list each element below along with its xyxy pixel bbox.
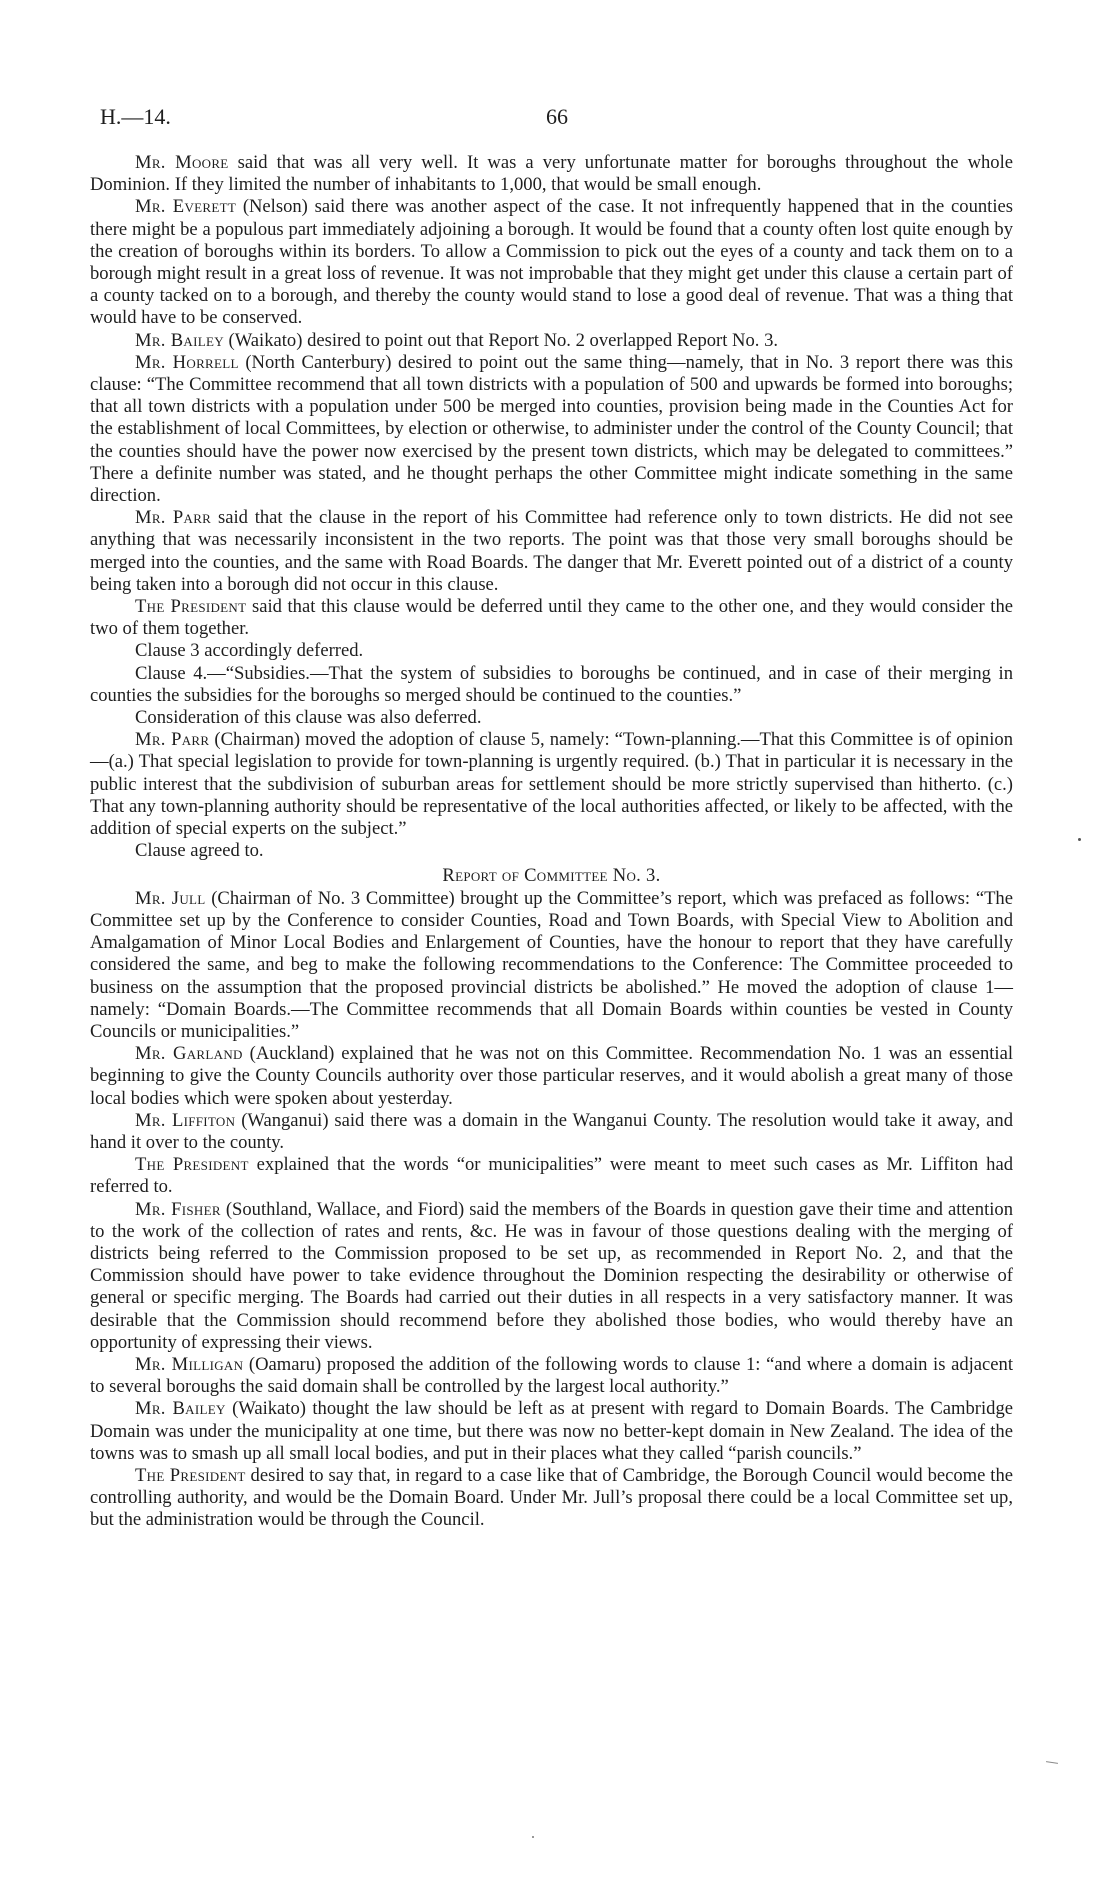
paragraph-text: (Auckland) explained that he was not on this Committee. Recommendation No. 1 was an essential beginning to give the County Councils authority over those particular reserves, and it would abolish a great many of those local bodies which were spoken about yesterday.	[90, 1043, 1013, 1109]
paragraph-text: (Oamaru) proposed the addition of the following words to clause 1: “and where a domain is adjacent to several boroughs the said domain shall be controlled by the largest local authority.”	[90, 1353, 1014, 1398]
paragraph	[90, 1354, 1013, 1398]
paragraph	[90, 196, 1013, 329]
speaker-name: Mr. Liffiton	[135, 1109, 236, 1131]
paragraph	[90, 1199, 1013, 1354]
paragraph-text: (Waikato) desired to point out that Report No. 2 overlapped Report No. 3.	[223, 329, 779, 351]
paragraph-text: said that was all very well. It was a very unfortunate matter for boroughs throughout the whole Dominion. If they limited the number of inhabitants to 1,000, that would be small enough.	[90, 152, 1014, 196]
paragraph	[90, 330, 1013, 352]
speaker-name: Mr. Fisher	[135, 1198, 221, 1220]
speaker-name: The President	[135, 1154, 249, 1176]
paragraph-text: Consideration of this clause was also deferred.	[135, 707, 482, 729]
document-body	[90, 152, 1013, 1532]
paragraph	[90, 596, 1013, 640]
paragraph	[90, 507, 1013, 596]
scan-dot	[532, 1836, 534, 1838]
speaker-name: Mr. Moore	[135, 152, 229, 173]
speaker-name: Mr. Bailey	[135, 329, 224, 351]
paragraph-text: Clause agreed to.	[135, 840, 264, 862]
paragraph	[90, 1465, 1013, 1532]
paragraph	[90, 888, 1013, 1043]
paragraph-text: (Chairman) moved the adoption of clause 5, namely: “Town-planning.—That this Committee is of opinion—(a.) That special legislation to provide for town-planning is urgently required. (b.) That in particular it is necessary in the public interest that the subdivision of suburban areas for settlement should be more strictly supervised than hitherto. (c.) That any town-planning authority should be representative of the local authorities affected, or likely to be affected, with the addition of special experts on the subject.”	[90, 729, 1013, 840]
paragraph	[90, 1043, 1013, 1110]
paragraph	[90, 1110, 1013, 1154]
paragraph	[90, 152, 1013, 196]
section-heading: Report of Committee No. 3.	[442, 864, 661, 886]
speaker-name: The President	[135, 596, 247, 618]
speaker-name: Mr. Garland	[135, 1043, 243, 1065]
page-header	[100, 104, 1014, 136]
scan-mark	[1046, 1761, 1058, 1764]
paragraph	[90, 707, 1013, 729]
document-reference: H.—14.	[100, 104, 171, 129]
paragraph-text: Clause 3 accordingly deferred.	[135, 640, 364, 662]
paragraph-text: Clause 4.—“Subsidies.—That the system of subsidies to boroughs be continued, and in case of their merging in counties the subsidies for the boroughs so merged should be continued to the counties.”	[90, 662, 1013, 706]
speaker-name: Mr. Everett	[135, 196, 237, 218]
paragraph-text: explained that the words “or municipalities” were meant to meet such cases as Mr. Liffiton had referred to.	[90, 1154, 1014, 1198]
speaker-name: Mr. Bailey	[135, 1398, 226, 1420]
scan-speck	[1078, 838, 1081, 841]
paragraph-text: (Waikato) thought the law should be left as at present with regard to Domain Boards. The Cambridge Domain was under the municipality at one time, but there was now no better-kept domain in New Zealand. The idea of the towns was to smash up all small local bodies, and put in their places what they called “parish councils.”	[90, 1398, 1014, 1464]
speaker-name: Mr. Milligan	[135, 1353, 244, 1375]
paragraph	[90, 1154, 1013, 1198]
paragraph-text: (Chairman of No. 3 Committee) brought up the Committee’s report, which was prefaced as follows: “The Committee set up by the Conference to consider Counties, Road and Town Boards, with Special View to Abolition and Amalgamation of Minor Local Bodies and Enlargement of Counties, have the honour to report that they have carefully considered the same, and beg to make the following recommendations to the Conference: The Committee proceeded to business on the assumption that the proposed provincial districts be abolished.” He moved the adoption of clause 1—namely: “Domain Boards.—The Committee recommends that all Domain Boards within counties be vested in County Councils or municipalities.”	[90, 887, 1013, 1042]
paragraph	[90, 840, 1013, 862]
paragraph	[90, 663, 1013, 707]
paragraph-text: said that this clause would be deferred until they came to the other one, and they would consider the two of them together.	[90, 596, 1013, 640]
paragraph-text: (North Canterbury) desired to point out the same thing—namely, that in No. 3 report there was this clause: “The Committee recommend that all town districts with a population of 500 and upwards be formed into boroughs; that all town districts with a population under 500 be merged into counties, provision being made in the Counties Act for the establishment of local Committees, by election or otherwise, to administer under the control of the County Council; that the counties should have the power now exercised by the present town districts, which may be delegated to committees.” There a definite number was stated, and he thought perhaps the other Committee might indicate something in the same direction.	[90, 351, 1014, 507]
paragraph	[90, 729, 1013, 840]
page-number: 66	[546, 104, 568, 129]
paragraph-text: (Wanganui) said there was a domain in the Wanganui County. The resolution would take it away, and hand it over to the county.	[90, 1109, 1014, 1153]
speaker-name: Mr. Jull	[135, 887, 206, 909]
speaker-name: Mr. Parr	[135, 729, 210, 751]
paragraph-text: desired to say that, in regard to a case like that of Cambridge, the Borough Council would become the controlling authority, and would be the Domain Board. Under Mr. Jull’s proposal there could be a local Committee set up, but the administration would be through the Council.	[90, 1464, 1013, 1531]
paragraph-text: said that the clause in the report of his Committee had reference only to town districts. He did not see anything that was necessarily inconsistent in the two reports. The point was that those very small boroughs should be merged into the counties, and the same with Road Boards. The danger that Mr. Everett pointed out of a district of a county being taken into a borough did not occur in this clause.	[90, 507, 1013, 595]
paragraph	[90, 352, 1013, 507]
paragraph	[90, 1398, 1013, 1465]
paragraph-text: (Nelson) said there was another aspect of the case. It not infrequently happened that in the counties there might be a populous part immediately adjoining a borough. It would be found that a county often lost quite enough by the creation of boroughs within its borders. To allow a Commission to pick out the eyes of a county and tack them on to a borough might result in a great loss of revenue. It was not improbable that they might get under this clause a certain part of a county tacked on to a borough, and thereby the county would stand to lose a good deal of revenue. That was a thing that would have to be conserved.	[90, 196, 1013, 329]
speaker-name: Mr. Parr	[135, 507, 212, 529]
speaker-name: The President	[135, 1464, 246, 1486]
paragraph-text: (Southland, Wallace, and Fiord) said the members of the Boards in question gave their time and attention to the work of the collection of rates and rents, &c. He was in favour of those questions dealing with the merging of districts being referred to the Commission proposed to be set up, as recommended in Report No. 2, and that the Commission should have power to take evidence throughout the Dominion respecting the desirability or otherwise of general or specific merging. The Boards had carried out their duties in all respects in a very satisfactory manner. It was desirable that the Commission should recommend before they abolished those bodies, who would thereby have an opportunity of expressing their views.	[90, 1198, 1014, 1353]
speaker-name: Mr. Horrell	[135, 351, 239, 373]
paragraph	[90, 640, 1013, 662]
